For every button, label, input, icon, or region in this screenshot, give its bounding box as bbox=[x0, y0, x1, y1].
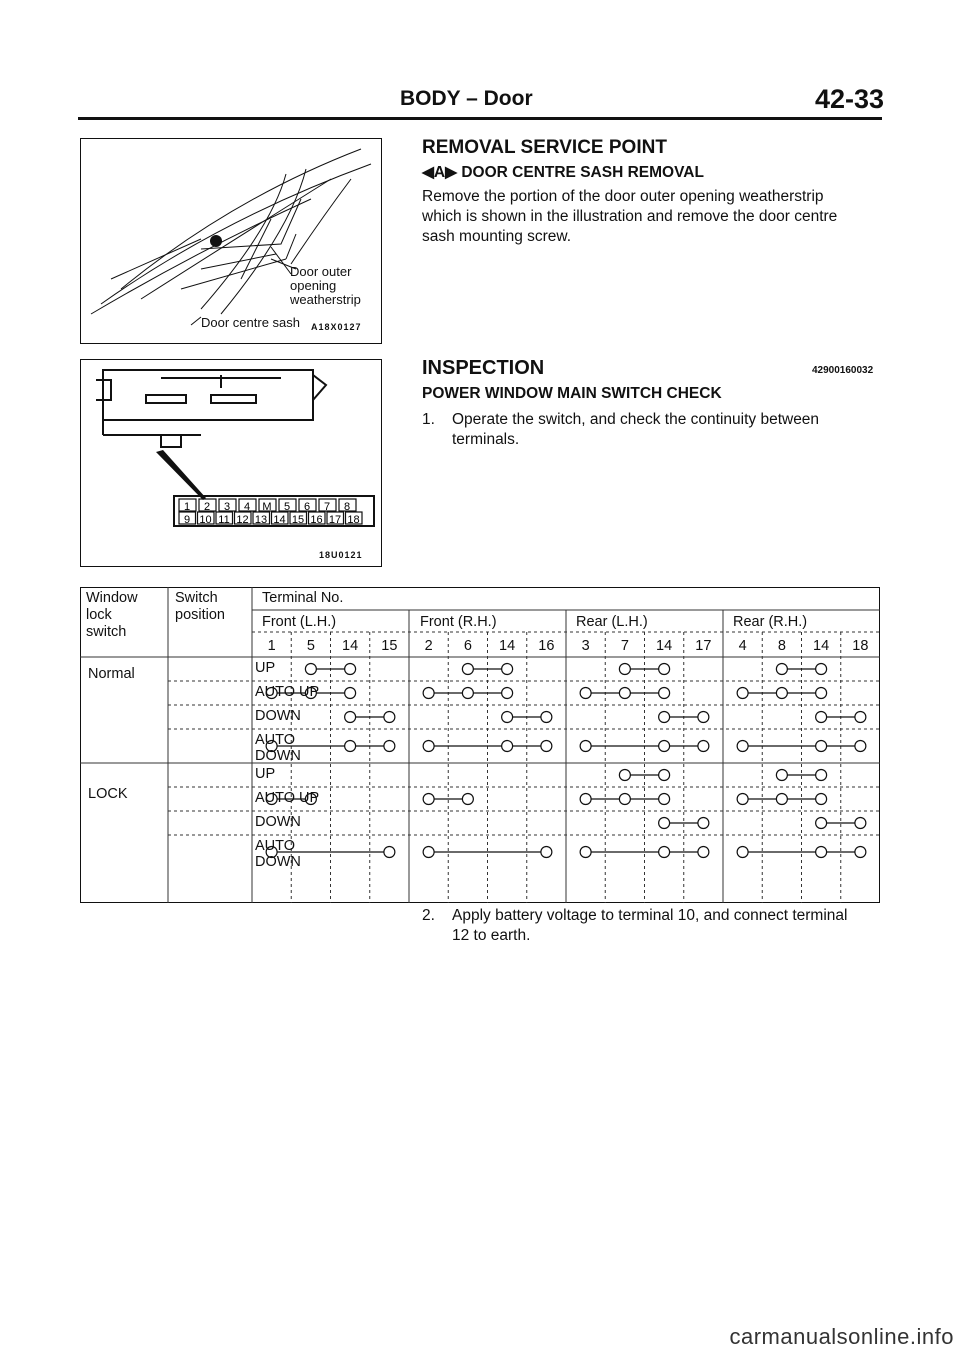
screw-icon bbox=[210, 235, 222, 247]
continuity-terminal-circle bbox=[384, 847, 395, 858]
continuity-table bbox=[80, 587, 880, 903]
terminal-number: 6 bbox=[463, 638, 472, 654]
continuity-terminal-circle bbox=[345, 712, 356, 723]
connector-pin-label: 18 bbox=[347, 514, 360, 526]
inspection-subtitle: POWER WINDOW MAIN SWITCH CHECK bbox=[422, 385, 722, 402]
connector-pin-label: 9 bbox=[183, 514, 191, 526]
terminal-no-header: Terminal No. bbox=[262, 590, 344, 606]
inspection-title: INSPECTION bbox=[422, 357, 545, 379]
continuity-terminal-circle bbox=[698, 818, 709, 829]
removal-subtitle: DOOR CENTRE SASH REMOVAL bbox=[461, 164, 704, 181]
continuity-terminal-circle bbox=[619, 794, 630, 805]
continuity-terminal-circle bbox=[580, 741, 591, 752]
continuity-terminal-circle bbox=[541, 741, 552, 752]
continuity-terminal-circle bbox=[659, 847, 670, 858]
connector-pin-label: 12 bbox=[236, 514, 249, 526]
connector-pin-label: 14 bbox=[273, 514, 286, 526]
continuity-terminal-circle bbox=[698, 847, 709, 858]
pointer-arrow-icon bbox=[156, 450, 206, 500]
weatherstrip-label bbox=[290, 265, 361, 307]
switch-position-line: AUTO bbox=[255, 838, 296, 854]
continuity-terminal-circle bbox=[659, 818, 670, 829]
step2-text-line: 12 to earth. bbox=[452, 927, 531, 944]
continuity-terminal-circle bbox=[384, 712, 395, 723]
switch-drawing bbox=[81, 360, 381, 566]
terminal-number: 18 bbox=[852, 638, 869, 654]
header-rule bbox=[78, 117, 882, 120]
removal-subtitle-row bbox=[422, 163, 704, 182]
continuity-terminal-circle bbox=[580, 794, 591, 805]
switch-position-label bbox=[255, 814, 301, 830]
continuity-terminal-circle bbox=[737, 688, 748, 699]
continuity-terminal-circle bbox=[737, 794, 748, 805]
continuity-terminal-circle bbox=[698, 712, 709, 723]
connector-pin-label: 15 bbox=[291, 514, 305, 526]
connector-pin-label: M bbox=[262, 501, 272, 513]
step1-text-line: Operate the switch, and check the continuity between bbox=[452, 411, 820, 428]
switch-position-line: UP bbox=[255, 766, 276, 782]
continuity-terminal-circle bbox=[462, 688, 473, 699]
step2-number: 2. bbox=[422, 907, 435, 924]
continuity-terminal-circle bbox=[619, 664, 630, 675]
continuity-terminal-circle bbox=[776, 688, 787, 699]
switch-position-label bbox=[255, 660, 275, 676]
continuity-terminal-circle bbox=[502, 664, 513, 675]
figure1-code: A18X0127 bbox=[311, 322, 362, 332]
switch-position-label bbox=[255, 732, 301, 764]
terminal-number: 5 bbox=[306, 638, 315, 654]
connector-pin-label: 3 bbox=[223, 501, 231, 513]
removal-text-line: Remove the portion of the door outer opening weatherstrip bbox=[422, 188, 824, 205]
step2-text bbox=[452, 906, 847, 946]
continuity-terminal-circle bbox=[502, 688, 513, 699]
continuity-terminal-circle bbox=[816, 741, 827, 752]
switch-position-label bbox=[255, 838, 301, 870]
continuity-terminal-circle bbox=[423, 794, 434, 805]
connector-pin-label: 7 bbox=[323, 501, 331, 513]
header-line: lock bbox=[86, 607, 112, 623]
connector-pin-label: 8 bbox=[343, 501, 351, 513]
connector-pin-label: 16 bbox=[310, 514, 323, 526]
weatherstrip-label-line: weatherstrip bbox=[290, 292, 361, 307]
continuity-terminal-circle bbox=[698, 741, 709, 752]
terminal-number: 3 bbox=[581, 638, 590, 654]
step2-text-line: Apply battery voltage to terminal 10, and connect terminal bbox=[452, 907, 848, 924]
terminal-number: 14 bbox=[656, 638, 673, 654]
continuity-terminal-circle bbox=[659, 770, 670, 781]
mode-lock: LOCK bbox=[88, 786, 128, 802]
connector-pin-label: 6 bbox=[303, 501, 311, 513]
connector-pin-label: 11 bbox=[218, 514, 230, 526]
inspection-code: 42900160032 bbox=[812, 365, 874, 376]
switch-position-line: DOWN bbox=[255, 814, 301, 830]
continuity-terminal-circle bbox=[423, 741, 434, 752]
header-line: position bbox=[175, 607, 225, 623]
step1-number: 1. bbox=[422, 411, 435, 428]
terminal-number: 8 bbox=[777, 638, 786, 654]
continuity-terminal-circle bbox=[305, 664, 316, 675]
continuity-terminal-circle bbox=[816, 847, 827, 858]
continuity-terminal-circle bbox=[580, 847, 591, 858]
continuity-terminal-circle bbox=[737, 847, 748, 858]
page-header-title: BODY – Door bbox=[400, 87, 533, 110]
connector-pin-label: 4 bbox=[243, 501, 251, 513]
terminal-number: 7 bbox=[620, 638, 629, 654]
window-lock-header bbox=[86, 590, 138, 641]
continuity-terminal-circle bbox=[855, 712, 866, 723]
continuity-terminal-circle bbox=[816, 688, 827, 699]
connector-pin-label: 13 bbox=[254, 514, 268, 526]
continuity-terminal-circle bbox=[345, 664, 356, 675]
header-line: Window bbox=[86, 590, 138, 606]
continuity-terminal-circle bbox=[502, 712, 513, 723]
removal-marker: ◀A▶ bbox=[422, 164, 458, 181]
continuity-terminal-circle bbox=[462, 664, 473, 675]
connector-pin-label: 5 bbox=[283, 501, 291, 513]
door-sash-illustration bbox=[80, 138, 382, 344]
continuity-terminal-circle bbox=[776, 770, 787, 781]
continuity-terminal-circle bbox=[776, 664, 787, 675]
continuity-terminal-circle bbox=[855, 741, 866, 752]
continuity-terminal-circle bbox=[619, 770, 630, 781]
continuity-terminal-circle bbox=[816, 794, 827, 805]
continuity-terminal-circle bbox=[345, 688, 356, 699]
switch-position-line: AUTO UP bbox=[255, 790, 320, 806]
terminal-number: 14 bbox=[342, 638, 359, 654]
continuity-terminal-circle bbox=[776, 794, 787, 805]
connector-pin-label: 17 bbox=[328, 514, 342, 526]
removal-text-line: which is shown in the illustration and remove the door centre bbox=[422, 208, 838, 225]
continuity-terminal-circle bbox=[659, 741, 670, 752]
continuity-terminal-circle bbox=[855, 818, 866, 829]
continuity-terminal-circle bbox=[423, 688, 434, 699]
door-sash-drawing bbox=[81, 139, 381, 343]
switch-position-line: DOWN bbox=[255, 708, 301, 724]
connector-pin-label: 1 bbox=[183, 501, 191, 513]
continuity-terminal-circle bbox=[855, 847, 866, 858]
switch-position-label bbox=[255, 766, 275, 782]
mode-normal: Normal bbox=[88, 666, 135, 682]
continuity-terminal-circle bbox=[423, 847, 434, 858]
continuity-terminal-circle bbox=[580, 688, 591, 699]
weatherstrip-label-line: Door outer bbox=[290, 264, 352, 279]
switch-connector-illustration bbox=[80, 359, 382, 567]
continuity-terminal-circle bbox=[462, 794, 473, 805]
switch-position-label bbox=[255, 790, 319, 806]
group-rear-rh: Rear (R.H.) bbox=[733, 614, 808, 630]
centre-sash-label: Door centre sash bbox=[201, 315, 300, 330]
switch-position-line: DOWN bbox=[255, 854, 301, 870]
header-line: switch bbox=[86, 624, 127, 640]
removal-text-line: sash mounting screw. bbox=[422, 228, 572, 245]
group-rear-lh: Rear (L.H.) bbox=[576, 614, 648, 630]
continuity-terminal-circle bbox=[619, 688, 630, 699]
terminal-number: 4 bbox=[738, 638, 747, 654]
removal-text bbox=[422, 187, 837, 247]
continuity-terminal-circle bbox=[541, 847, 552, 858]
switch-position-line: DOWN bbox=[255, 748, 301, 764]
watermark: carmanualsonline.info bbox=[729, 1324, 954, 1349]
group-front-lh: Front (L.H.) bbox=[262, 614, 337, 630]
connector-pin-label: 2 bbox=[203, 501, 211, 513]
continuity-terminal-circle bbox=[541, 712, 552, 723]
continuity-terminal-circle bbox=[816, 770, 827, 781]
switch-position-line: UP bbox=[255, 660, 276, 676]
continuity-terminal-circle bbox=[659, 664, 670, 675]
continuity-terminal-circle bbox=[384, 741, 395, 752]
switch-position-line: AUTO UP bbox=[255, 684, 320, 700]
terminal-number: 14 bbox=[813, 638, 830, 654]
terminal-number: 14 bbox=[499, 638, 516, 654]
switch-position-header bbox=[175, 590, 225, 624]
removal-title: REMOVAL SERVICE POINT bbox=[422, 137, 667, 158]
group-front-rh: Front (R.H.) bbox=[420, 614, 497, 630]
header-line: Switch bbox=[175, 590, 218, 606]
continuity-terminal-circle bbox=[659, 794, 670, 805]
continuity-terminal-circle bbox=[502, 741, 513, 752]
terminal-number: 17 bbox=[695, 638, 712, 654]
step1-text bbox=[452, 410, 819, 450]
switch-position-label bbox=[255, 684, 319, 700]
weatherstrip-label-line: opening bbox=[290, 278, 337, 293]
continuity-terminal-circle bbox=[659, 688, 670, 699]
terminal-number: 16 bbox=[538, 638, 555, 654]
continuity-terminal-circle bbox=[816, 712, 827, 723]
switch-position-line: AUTO bbox=[255, 732, 296, 748]
continuity-terminal-circle bbox=[345, 741, 356, 752]
continuity-terminal-circle bbox=[659, 712, 670, 723]
continuity-terminal-circle bbox=[816, 818, 827, 829]
step1-text-line: terminals. bbox=[452, 431, 520, 448]
figure2-code: 18U0121 bbox=[319, 550, 363, 560]
page-number: 42-33 bbox=[815, 84, 885, 114]
terminal-number: 1 bbox=[267, 638, 276, 654]
switch-position-label bbox=[255, 708, 301, 724]
terminal-number: 2 bbox=[424, 638, 433, 654]
connector-pin-label: 10 bbox=[199, 514, 212, 526]
terminal-number: 15 bbox=[381, 638, 398, 654]
connector-pins bbox=[179, 499, 362, 526]
continuity-terminal-circle bbox=[737, 741, 748, 752]
continuity-terminal-circle bbox=[816, 664, 827, 675]
